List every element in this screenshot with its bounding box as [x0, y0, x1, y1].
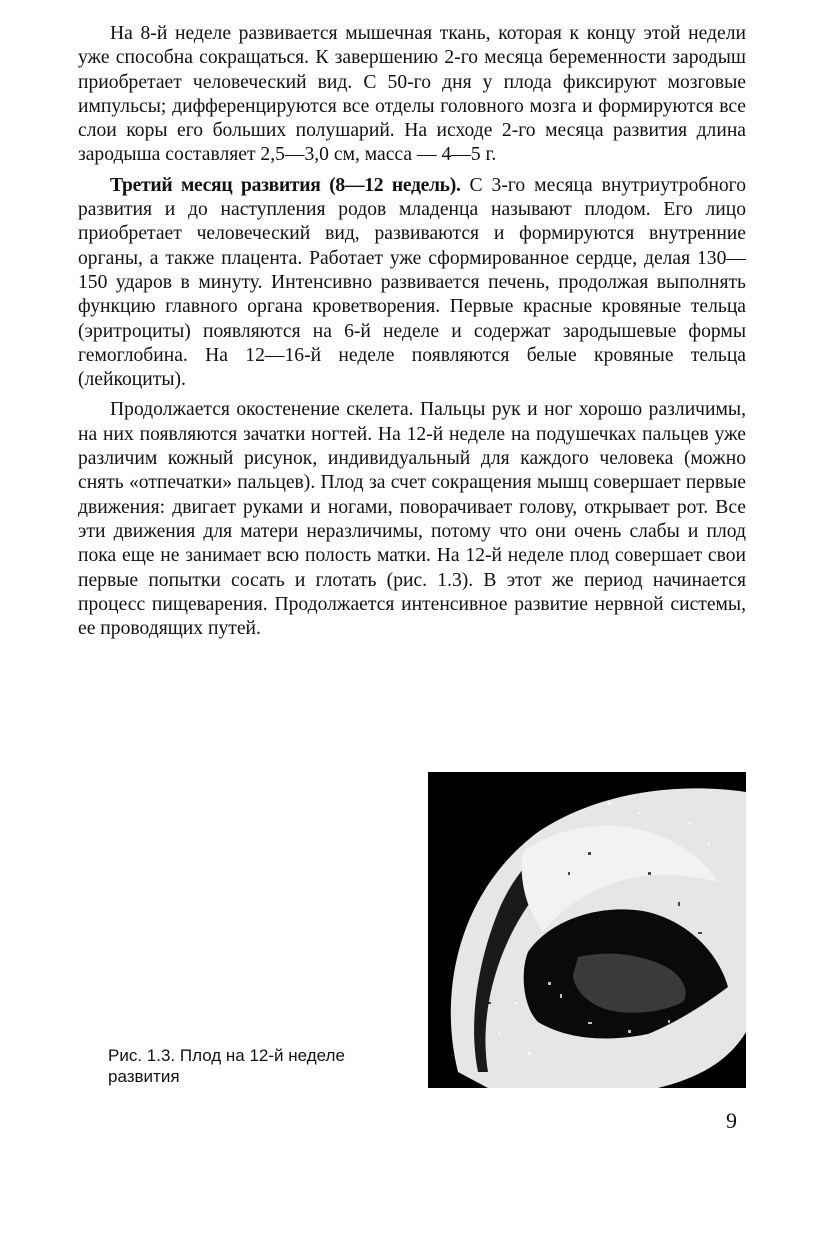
section-heading: Третий месяц развития (8—12 недель). — [110, 174, 461, 196]
paragraph-1 — [78, 22, 746, 168]
paragraph-1-text: На 8-й неделе развивается мышечная ткань, которая к концу этой недели уже способна сокращаться. К завершению 2-го месяца беременности зародыш приобретает человеческий вид. С 50-го дня у плода фиксируют мозговые импульсы; дифференцируются все отделы головного мозга и формируются все слои коры его больших полушарий. На исходе 2-го месяца развития длина зародыша составляет 2,5—3,0 см, масса — 4—5 г. — [78, 23, 746, 166]
paragraph-2-text: С 3-го месяца внутриутробного развития и до наступления родов младенца называют плодом. Его лицо приобретает человеческий вид, развиваются и формируются внутренние органы, а также плацента. Работает уже сформированное сердце, делая 130—150 ударов в минуту. Интенсивно развивается печень, продолжая выполнять функцию главного органа кроветворения. Первые красные кровяные тельца (эритроциты) появляются на 6-й неделе и содержат зародышевые формы гемоглобина. На 12—16-й неделе появляются белые кровяные тельца (лейкоциты). — [78, 174, 747, 391]
page-body — [78, 22, 746, 641]
paragraph-2 — [78, 174, 746, 393]
fetus-ultrasound-image — [428, 772, 746, 1088]
figure-caption: Рис. 1.3. Плод на 12-й неделе развития — [108, 1046, 345, 1086]
figure-1-3 — [78, 772, 746, 1092]
paragraph-3-text: Продолжается окостенение скелета. Пальцы рук и ног хорошо различимы, на них появляются зачатки ногтей. На 12-й неделе на подушечках пальцев уже различим кожный рисунок, индивидуальный для каждого человека (можно снять «отпечатки» пальцев). Плод за счет сокращения мышц совершает первые движения: двигает руками и ногами, поворачивает голову, открывает рот. Все эти движения для матери неразличимы, потому что они очень слабы и плод пока еще не занимает всю полость матки. На 12-й неделе плод совершает свои первые попытки сосать и глотать (рис. 1.3). В этот же период начинается процесс пищеварения. Продолжается интенсивное развитие нервной системы, ее проводящих путей. — [78, 399, 746, 640]
fetus-photo — [428, 772, 746, 1088]
paragraph-3 — [78, 398, 746, 641]
page-number: 9 — [726, 1108, 737, 1133]
